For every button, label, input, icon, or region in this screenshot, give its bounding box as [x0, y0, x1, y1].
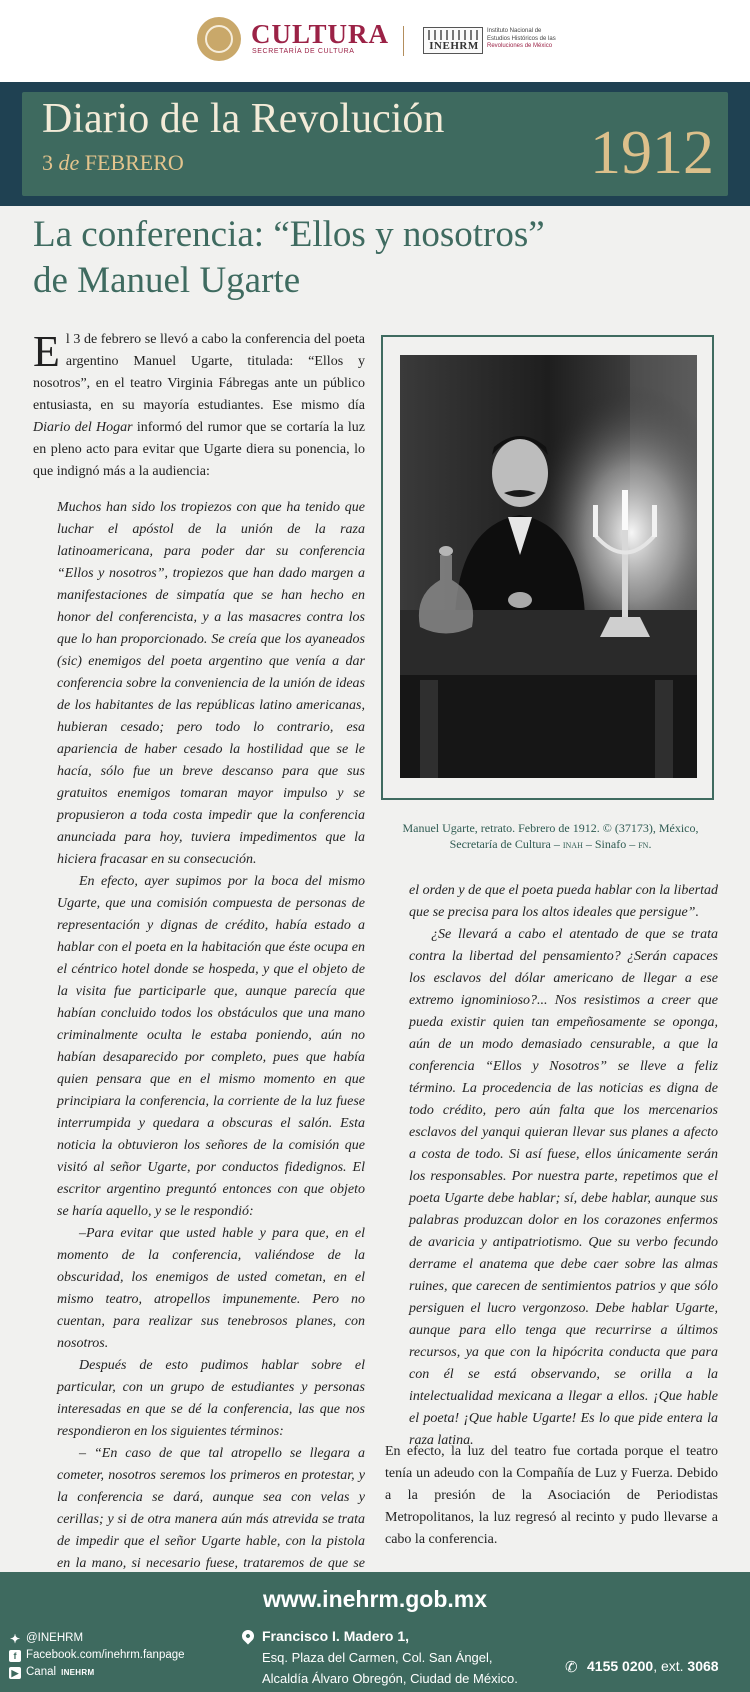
article-title: La conferencia: “Ellos y nosotros” de Manuel Ugarte [33, 214, 545, 301]
series-title: Diario de la Revolución [42, 96, 445, 142]
website-link[interactable]: www.inehrm.gob.mx [262, 1586, 488, 1612]
cultura-logo: CULTURA [251, 19, 390, 49]
cultura-subtitle: SECRETARÍA DE CULTURA [252, 48, 355, 55]
phone-icon: ✆ [565, 1659, 578, 1676]
quote-left-column [57, 497, 365, 1597]
photo-caption: Manuel Ugarte, retrato. Febrero de 1912. © (37173), México, Secretaría de Cultura – inah – Sinafo – fn. [402, 821, 699, 851]
phone-number[interactable]: 4155 0200, ext. 3068 [587, 1658, 719, 1674]
closing-paragraph: En efecto, la luz del teatro fue cortada porque el teatro tenía un adeudo con la Compañía de Luz y Fuerza. Debido a la presión de la Asociación de Periodistas Metropolitanos, la luz regresó al recinto y pudo llevarse a cabo la conferencia. [385, 1444, 718, 1547]
footer [0, 1572, 750, 1692]
quote-paragraph: ¿Se llevará a cabo el atentado de que se trata contra la libertad del pensamiento? ¿Serán capaces los esclavos del dólar americano de llegar a ese extremo ignominioso?... Nos resistimos a creer que pueda existir quien tan empeñosamente se oponga, aún de un modo demasiado censurable, a que la conferencia “Ellos y Nosotros” se lleve a feliz término. La procedencia de las noticias es digna de todo crédito, pero aún falta que los mercenarios esclavos del yanqui quieran llevar sus planes a afecto a costa de todo. Si así fuese, ellos únicamente serán los responsables. Por nuestra parte, repetimos que el poeta Ugarte debe hablar; sí, debe hablar, aunque sus palabras produzcan dolor en los corazones enfermos de avaricia y antipatriotismo. Que su verbo fecundo derrame el anatema que debe caer sobre las almas ruines, que carecen de sentimientos patrios y que sólo persiguen el lucro vergonzoso. Debe hablar Ugarte, aunque para ello tenga que recurrirse a últimos recursos, ya que con la hipócrita conducta que para con él se está observando, se orilla a la intelectualidad mexicana a llegar a ellos. ¡Que hable el poeta! ¡Que hable Ugarte! Es lo que pide entera la raza latina. [409, 927, 718, 1448]
drop-cap: E [33, 327, 60, 376]
quote-right-column [409, 880, 718, 1452]
facebook-icon: f [9, 1650, 21, 1662]
logo-divider [403, 26, 404, 56]
quote-paragraph: –Para evitar que usted hable y para que, en el momento de la conferencia, valiéndose de la obscuridad, los enemigos de usted cometan, en el mismo teatro, atropellos impunemente. Pero no cuentan, para realizar sus tenebrosos planes, con nosotros. [57, 1226, 365, 1351]
mexico-seal-icon [197, 17, 241, 61]
quote-paragraph: Muchos han sido los tropiezos con que ha tenido que luchar el apóstol de la unión de la raza latinoamericana, para poder dar su conferencia “Ellos y nosotros”, tropiezos que han dado margen a manifestaciones de simpatía que se han hecho en honor del conferencista, y a las masacres contra los que lo han proporcionado. Se creía que los ayaneados (sic) enemigos del poeta argentino que venía a dar conferencia sobre la conveniencia de la unión de ideas de los habitantes de las repúblicas latino americanas, hubieran cesado; pero todo lo contrario, esa apariencia de haber cesado la hostilidad que se le hacía, sólo fue un breve descanso para que sus gratuitos enemigos tomaran mayor impulso y se propusieron a toda costa impedir que la conferencia anunciada para hoy, tuviera impedimentos que la hiciera fracasar en su consecución. [57, 500, 365, 867]
series-date: 3 de FEBRERO [42, 150, 184, 175]
quote-paragraph: el orden y de que el poeta pueda hablar con la libertad que se precisa para los altos ideales que persigue”. [409, 883, 718, 920]
youtube-link[interactable]: ▶ Canal INEHRM [9, 1664, 185, 1681]
twitter-link[interactable]: ✦ @INEHRM [9, 1631, 84, 1646]
logo-bar [0, 0, 750, 82]
quote-paragraph: – “En caso de que tal atropello se llegara a cometer, nosotros seremos los primeros en protestar, y la conferencia se dará, aunque sea con velas y cerillas; y si de otra manera aún más atrevida se trata de impedir que el señor Ugarte hable, con la pistola en la mano, si necesario fuese, trataremos de que se [57, 1446, 365, 1571]
facebook-link[interactable]: f Facebook.com/inehrm.fanpage [9, 1647, 185, 1664]
youtube-icon: ▶ [9, 1667, 21, 1679]
inehrm-fullname: Instituto Nacional de Estudios Históricos de las Revoluciones de México [487, 28, 556, 49]
intro-paragraph: El 3 de febrero se llevó a cabo la conferencia del poeta argentino Manuel Ugarte, titulada: “Ellos y nosotros”, en el teatro Virginia Fábregas ante un público entusiasta, en su mayoría estudiantes. Ese mismo día Diario del Hogar informó del rumor que se cortaría la luz en pleno acto para evitar que Ugarte diera su ponencia, lo que indignó más a la audiencia: [33, 327, 366, 479]
twitter-icon: ✦ [9, 1631, 21, 1646]
address: Francisco I. Madero 1, Esq. Plaza del Carmen, Col. San Ángel, Alcaldía Álvaro Obregón, Ciudad de México. [262, 1628, 518, 1686]
ugarte-portrait-photo [400, 355, 697, 778]
quote-paragraph: En efecto, ayer supimos por la boca del mismo Ugarte, que una comisión compuesta de personas de representación y dignas de crédito, había estado a hablar con el poeta en la habitación que éste ocupa en el céntrico hotel donde se hospeda, y que el objeto de la visita fue participarle que, aunque parecía que habían concluido todos los obstáculos que una mano criminalmente oculta le estaba poniendo, aún no habían desaparecido por completo, pues que había quien pensara que en el mismo momento en que principiara la conferencia, la corriente de la luz fuese interrumpida y quedara a obscuras el salón. Esta noticia la obtuvieron los señores de la comisión que visitó al señor Ugarte, por conductos fidedignos. El escritor argentino preguntó entonces con que objeto se haría aquello, y se le respondió: [57, 874, 365, 1219]
quote-paragraph: Después de esto pudimos hablar sobre el particular, con un grupo de estudiantes y personas interesadas en que se dé la conferencia, las que nos respondieron en los siguientes términos: [57, 1358, 365, 1439]
location-pin-icon [240, 1628, 257, 1645]
inehrm-logo: INEHRM [429, 40, 479, 52]
social-links [9, 1630, 185, 1681]
series-year: 1912 [590, 119, 714, 187]
